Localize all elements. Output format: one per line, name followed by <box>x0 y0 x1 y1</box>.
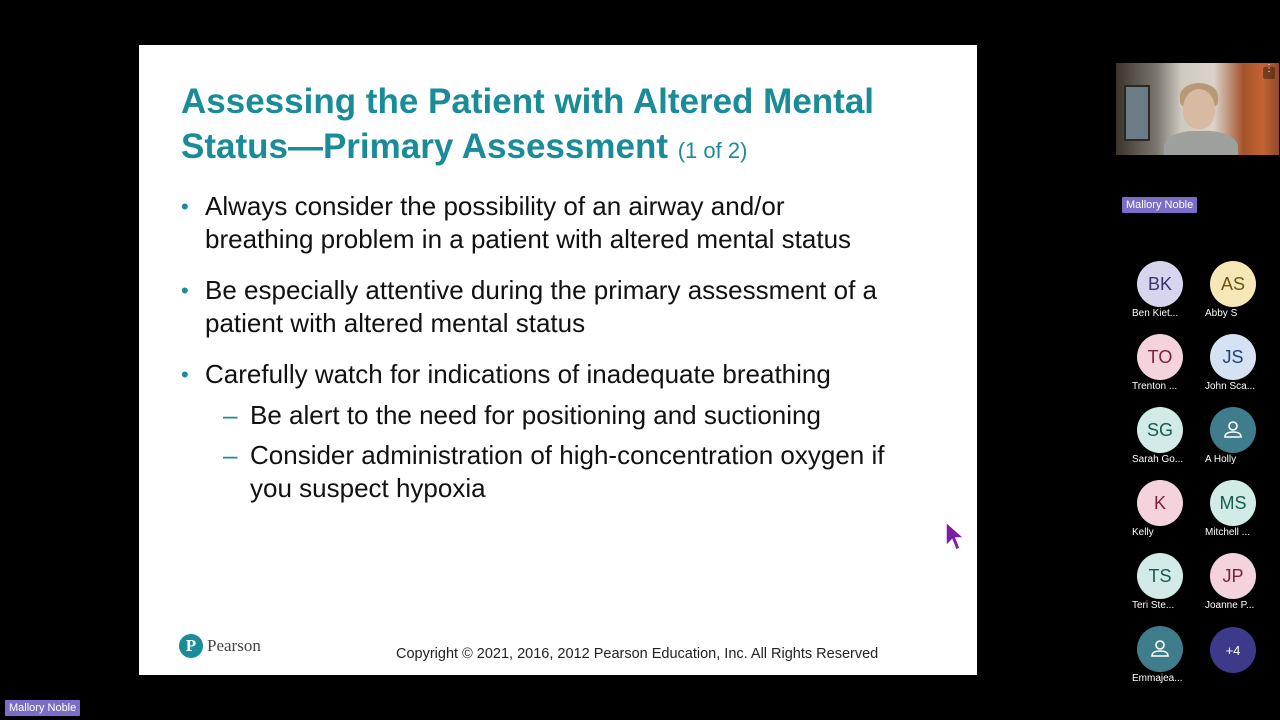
active-speaker-name: Mallory Noble <box>5 700 80 716</box>
slide-title <box>181 79 961 173</box>
pearson-logo-icon: P <box>179 634 203 658</box>
participant-tile[interactable] <box>1198 480 1268 538</box>
person-icon <box>1210 407 1256 453</box>
pearson-logo <box>179 634 261 658</box>
participant-tile[interactable] <box>1125 407 1195 465</box>
bullet-text: Be especially attentive during the primary assessment of a patient with altered mental status <box>205 275 878 338</box>
participant-avatar: K <box>1137 480 1183 526</box>
participant-avatar: TO <box>1137 334 1183 380</box>
person-icon <box>1137 626 1183 672</box>
participant-name: Ben Kiet... <box>1132 308 1179 319</box>
participant-face <box>1183 89 1215 129</box>
more-participants-tile[interactable] <box>1198 627 1268 673</box>
slide-sub-bullet <box>223 399 923 432</box>
participant-name: Trenton ... <box>1132 381 1178 392</box>
sub-bullet-marker: – <box>223 440 238 470</box>
participant-avatar: BK <box>1137 261 1183 307</box>
bullet-marker: • <box>181 362 189 387</box>
participant-name: Joanne P... <box>1205 600 1255 611</box>
participant-name: Teri Ste... <box>1132 600 1175 611</box>
participant-tile[interactable] <box>1125 261 1195 319</box>
participant-avatar: AS <box>1210 261 1256 307</box>
sub-bullet-text: Consider administration of high-concentration oxygen if you suspect hypoxia <box>250 440 885 503</box>
participant-avatar: SG <box>1137 407 1183 453</box>
background-window <box>1124 85 1150 141</box>
participant-tile[interactable] <box>1125 334 1195 392</box>
participant-name: Kelly <box>1132 527 1154 538</box>
participant-body <box>1164 131 1238 155</box>
participant-name: Mitchell ... <box>1205 527 1251 538</box>
participant-name: Emmajea... <box>1132 673 1183 684</box>
participant-tile[interactable] <box>1125 480 1195 538</box>
more-options-icon[interactable]: ⋮ <box>1263 67 1275 79</box>
slide-sub-bullet <box>223 439 923 505</box>
participant-avatar: TS <box>1137 553 1183 599</box>
slide-bullet <box>181 274 911 340</box>
participant-tile[interactable] <box>1198 261 1268 319</box>
participant-tile[interactable] <box>1198 553 1268 611</box>
participant-avatar: JP <box>1210 553 1256 599</box>
bullet-text: Carefully watch for indications of inadequate breathing <box>205 359 831 389</box>
bullet-text: Always consider the possibility of an airway and/or breathing problem in a patient with altered mental status <box>205 191 852 254</box>
participant-name: Sarah Go... <box>1132 454 1184 465</box>
self-video-tile[interactable] <box>1116 63 1279 155</box>
participant-name: Abby S <box>1205 308 1238 319</box>
participant-tile[interactable] <box>1125 553 1195 611</box>
participant-tile[interactable] <box>1125 626 1195 684</box>
participant-tile[interactable] <box>1198 334 1268 392</box>
participant-tile[interactable] <box>1198 407 1268 465</box>
more-participants-button[interactable]: +4 <box>1210 627 1256 673</box>
slide-bullet <box>181 190 881 256</box>
slide-bullet <box>181 358 911 391</box>
slide-title-main: Assessing the Patient with Altered Mental Status—Primary Assessment <box>181 82 875 166</box>
slide-copyright: Copyright © 2021, 2016, 2012 Pearson Education, Inc. All Rights Reserved <box>396 646 879 662</box>
sub-bullet-text: Be alert to the need for positioning and suctioning <box>250 400 821 430</box>
pearson-logo-text: Pearson <box>207 636 261 655</box>
participant-name: John Sca... <box>1205 381 1256 392</box>
bullet-marker: • <box>181 278 189 303</box>
mouse-cursor-icon <box>944 520 966 552</box>
bullet-marker: • <box>181 194 189 219</box>
sub-bullet-marker: – <box>223 400 238 430</box>
participant-name: A Holly <box>1205 454 1237 465</box>
participant-avatar: MS <box>1210 480 1256 526</box>
shared-slide <box>139 45 977 675</box>
slide-title-page: (1 of 2) <box>677 138 748 163</box>
participant-avatar: JS <box>1210 334 1256 380</box>
self-name-tag: Mallory Noble <box>1122 197 1197 213</box>
